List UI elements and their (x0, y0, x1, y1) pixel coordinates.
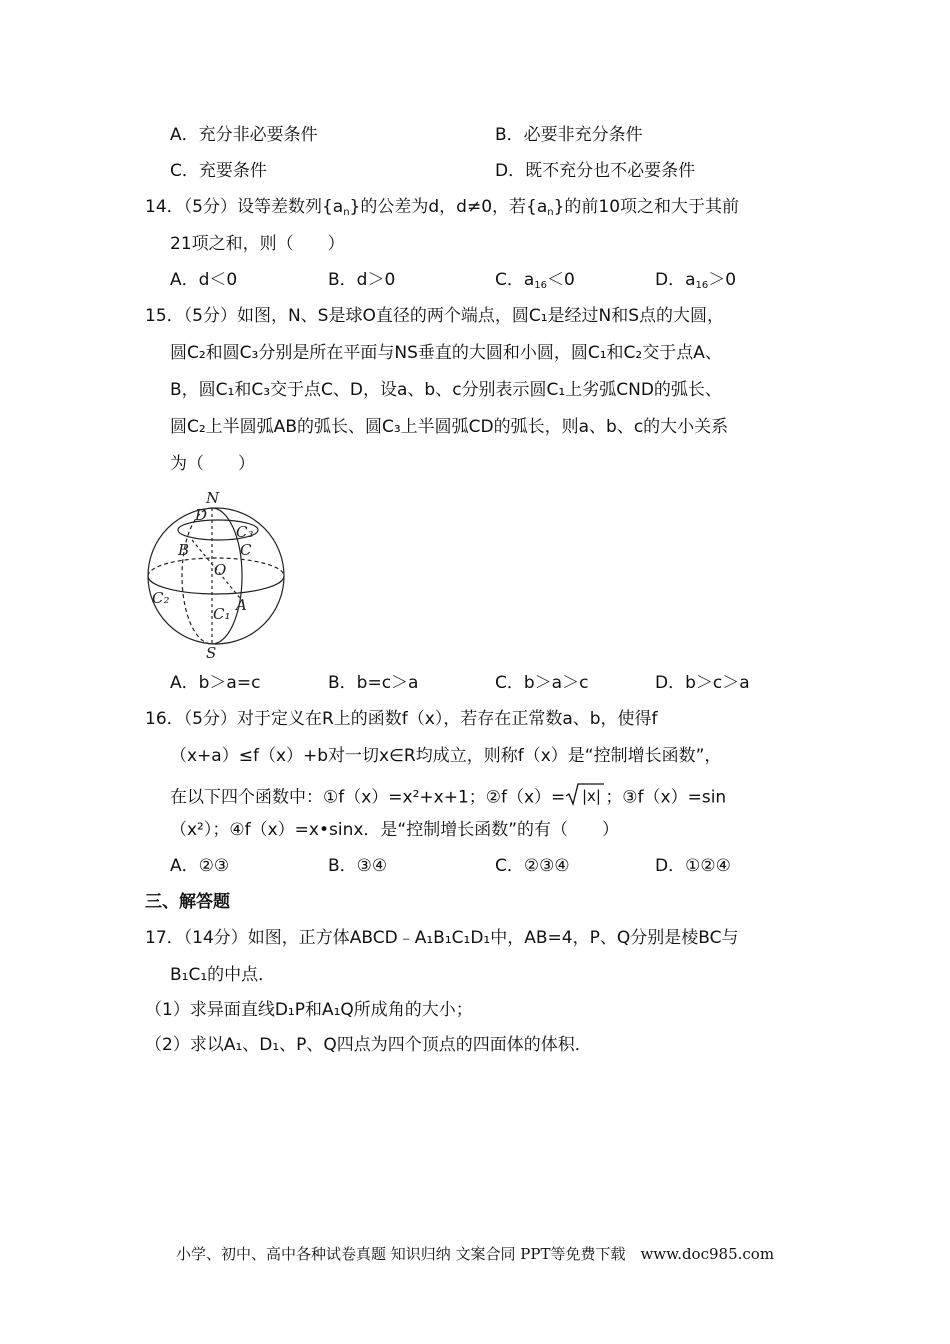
q17-part-2: （2）求以A₁、D₁、P、Q四点为四个顶点的四面体的体积． (145, 1035, 592, 1055)
sphere-figure (140, 488, 290, 663)
label-n: N (206, 489, 220, 507)
q14-option-d-pre: D．a (655, 270, 696, 290)
label-c: C (240, 541, 252, 559)
q14-text-1b: }的公差为d，d≠0，若{a (349, 197, 548, 217)
label-o: O (214, 561, 227, 579)
q17-score: （14分） (183, 928, 248, 948)
q13-option-b: B．必要非充分条件 (495, 125, 643, 145)
q14-option-a: A．d＜0 (170, 270, 238, 290)
q14-option-c-sub: 16 (534, 280, 548, 291)
q17-text-1: 如图，正方体ABCD﹣A₁B₁C₁D₁中，AB=4，P、Q分别是棱BC与 (247, 928, 739, 948)
q15-option-c: C．b＞a＞c (495, 673, 589, 693)
label-c1: C₁ (213, 605, 231, 623)
sqrt-sign (565, 782, 605, 806)
q14-option-c-post: ＜0 (547, 270, 575, 290)
q16-text-1: 对于定义在R上的函数f（x），若存在正常数a、b，使得f (236, 709, 658, 729)
q15-line-4: 圆C₂上半圆弧AB的弧长、圆C₃上半圆弧CD的弧长，则a、b、c的大小关系 (170, 417, 729, 437)
q15-line-5: 为（ ） (170, 454, 255, 474)
q15-option-a: A．b＞a=c (170, 673, 261, 693)
q17-part-1: （1）求异面直线D₁P和A₁Q所成角的大小； (145, 1000, 473, 1020)
q16-number: 16． (145, 709, 184, 729)
q16-option-a: A．②③ (170, 856, 230, 876)
sqrt-expression (565, 782, 605, 813)
section-heading: 三、解答题 (145, 892, 230, 912)
q15-line-3: B，圆C₁和C₃交于点C、D，设a、b、c分别表示圆C₁上劣弧CND的弧长、 (170, 380, 722, 400)
q14-number: 14． (145, 197, 184, 217)
q16-line-2: （x+a）≤f（x）+b对一切x∈R均成立，则称f（x）是“控制增长函数”， (170, 746, 722, 766)
q16-line-4: （x²）；④f（x）=x•sinx．是“控制增长函数”的有（ ） (170, 820, 620, 840)
q14-option-d-post: ＞0 (708, 270, 737, 290)
q15-line-2: 圆C₂和圆C₃分别是所在平面与NS垂直的大圆和小圆，圆C₁和C₂交于点A、 (170, 343, 722, 363)
q14-line-2: 21项之和，则（ ） (170, 234, 345, 254)
q14-option-c-pre: C．a (495, 270, 535, 290)
q16-option-c: C．②③④ (495, 856, 570, 876)
q16-text-3a: 在以下四个函数中：①f（x）=x²+x+1；②f（x）= (170, 787, 566, 808)
q15-option-b: B．b=c＞a (328, 673, 419, 693)
q13-option-a: A．充分非必要条件 (170, 125, 318, 145)
label-b: B (178, 541, 190, 559)
q15-option-d: D．b＞c＞a (655, 673, 750, 693)
q14-sub-n-2: n (547, 207, 554, 218)
q14-text-1c: }的前10项之和大于其前 (553, 197, 740, 217)
q14-sub-n-1: n (343, 207, 350, 218)
q14-option-b: B．d＞0 (328, 270, 396, 290)
q14-option-d-sub: 16 (695, 280, 709, 291)
q17-line-1 (145, 926, 738, 950)
label-d: D (195, 506, 208, 524)
q14-option-d (655, 268, 736, 298)
q15-text-1: 如图，N、S是球O直径的两个端点，圆C₁是经过N和S点的大圆， (236, 306, 725, 326)
q14-score: （5分） (183, 197, 237, 217)
q15-score: （5分） (183, 306, 237, 326)
label-c3: C₃ (236, 523, 254, 541)
q15-line-1 (145, 304, 724, 328)
label-c2: C₂ (152, 589, 170, 607)
label-s: S (206, 644, 217, 662)
q16-score: （5分） (183, 709, 237, 729)
sqrt-content: |x| (582, 787, 602, 805)
q16-line-3 (170, 782, 726, 813)
q16-text-3b: ；③f（x）=sin (605, 787, 727, 808)
label-a: A (236, 596, 247, 614)
q15-number: 15． (145, 306, 184, 326)
q16-line-1 (145, 707, 658, 731)
q17-line-2: B₁C₁的中点． (170, 965, 276, 985)
q14-text-1a: 设等差数列{a (236, 197, 344, 217)
circle-c1-back (182, 508, 212, 644)
q14-option-c (495, 268, 575, 298)
page-footer: 小学、初中、高中各种试卷真题 知识归纳 文案合同 PPT等免费下载 www.doc985.com (175, 1245, 775, 1263)
q13-option-c: C．充要条件 (170, 161, 267, 181)
q13-option-d: D．既不充分也不必要条件 (495, 161, 696, 181)
q16-option-d: D．①②④ (655, 856, 731, 876)
q16-option-b: B．③④ (328, 856, 388, 876)
q17-number: 17． (145, 928, 184, 948)
q14-line-1 (145, 195, 739, 225)
